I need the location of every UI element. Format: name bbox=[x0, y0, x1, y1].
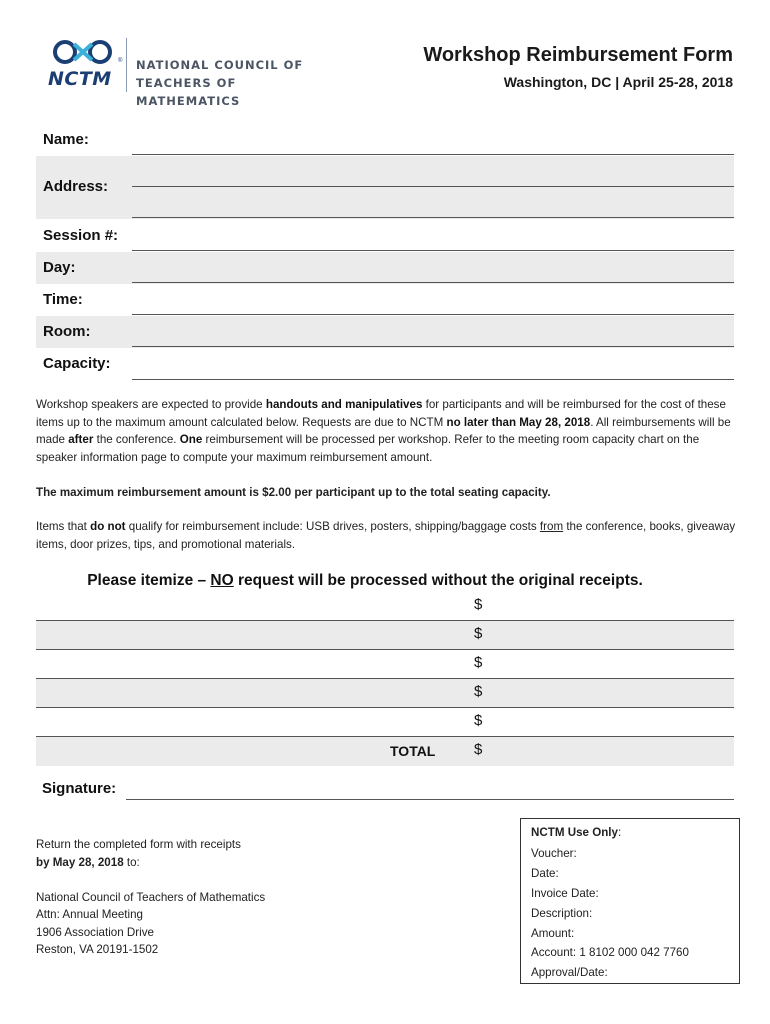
capacity-label: Capacity: bbox=[43, 355, 111, 372]
dollar-sign: $ bbox=[474, 654, 483, 671]
signature-field[interactable] bbox=[126, 799, 734, 800]
time-label: Time: bbox=[43, 291, 83, 308]
day-label: Day: bbox=[43, 259, 76, 276]
registered-icon: ® bbox=[118, 58, 123, 64]
invoice-date-label: Invoice Date: bbox=[531, 887, 599, 900]
form-subtitle: Washington, DC | April 25-28, 2018 bbox=[503, 74, 733, 90]
day-row bbox=[36, 252, 734, 284]
address-row bbox=[36, 156, 734, 219]
dollar-sign: $ bbox=[474, 683, 483, 700]
form-title: Workshop Reimbursement Form bbox=[423, 44, 733, 66]
total-row[interactable] bbox=[36, 737, 734, 766]
logo-divider bbox=[126, 38, 127, 92]
nctm-use-only-box bbox=[520, 818, 740, 984]
session-label: Session #: bbox=[43, 227, 119, 244]
signature-label: Signature: bbox=[42, 780, 117, 797]
dollar-sign: $ bbox=[474, 741, 483, 758]
date-label: Date: bbox=[531, 867, 559, 880]
logo-wordmark: NCTM bbox=[48, 68, 112, 90]
account-label: Account: 1 8102 000 042 7760 bbox=[531, 946, 689, 959]
name-label: Name: bbox=[43, 131, 89, 148]
address-line: 1906 Association Drive bbox=[36, 925, 154, 939]
address-field-line1[interactable] bbox=[132, 186, 734, 187]
day-field[interactable] bbox=[132, 282, 734, 283]
name-field[interactable] bbox=[132, 154, 734, 155]
dollar-sign: $ bbox=[474, 712, 483, 729]
room-label: Room: bbox=[43, 323, 91, 340]
capacity-row bbox=[36, 348, 734, 380]
time-row bbox=[36, 284, 734, 316]
address-label: Address: bbox=[43, 178, 109, 195]
approval-date-label: Approval/Date: bbox=[531, 966, 608, 979]
dollar-sign: $ bbox=[474, 625, 483, 642]
use-only-title: NCTM Use Only: bbox=[531, 826, 622, 839]
total-label: TOTAL bbox=[390, 743, 436, 759]
address-line: National Council of Teachers of Mathematics bbox=[36, 890, 266, 904]
itemize-heading: Please itemize – NO request will be processed without the original receipts. bbox=[87, 572, 643, 589]
return-instructions: Return the completed form with receipts by May 28, 2018 to: National Council of Teachers of Mathematics Attn: Annual Meeting 1906 Association Drive Reston, VA 20191-1502 bbox=[36, 836, 336, 959]
session-field[interactable] bbox=[132, 250, 734, 251]
max-reimbursement-note: The maximum reimbursement amount is $2.00 per participant up to the total seating capacity. bbox=[36, 486, 551, 499]
item-row-1[interactable] bbox=[36, 592, 734, 621]
time-field[interactable] bbox=[132, 314, 734, 315]
logo-org-name bbox=[136, 56, 328, 110]
non-qualifying-items-paragraph: Items that do not qualify for reimbursement include: USB drives, posters, shipping/baggage costs from the conference, books, giveaway items, door prizes, tips, and promotional materials. bbox=[36, 520, 736, 551]
item-row-3[interactable] bbox=[36, 650, 734, 679]
nctm-logo bbox=[48, 38, 328, 108]
address-line: Attn: Annual Meeting bbox=[36, 908, 143, 921]
address-field-line2[interactable] bbox=[132, 217, 734, 218]
room-row bbox=[36, 316, 734, 348]
item-row-5[interactable] bbox=[36, 708, 734, 737]
amount-label: Amount: bbox=[531, 927, 575, 940]
item-row-4[interactable] bbox=[36, 679, 734, 708]
dollar-sign: $ bbox=[474, 596, 483, 613]
voucher-label: Voucher: bbox=[531, 847, 577, 860]
capacity-field[interactable] bbox=[132, 379, 734, 380]
logo-org-line2: TEACHERS OF MATHEMATICS bbox=[136, 76, 241, 108]
instructions-paragraph: Workshop speakers are expected to provide handouts and manipulatives for participants and will be reimbursed for the cost of these items up to the maximum amount calculated below. Requests are due to NCTM no later than May 28, 2018. All reimbursements will be made after the conference. One reimbursement will be processed per workshop. Refer to the meeting room capacity chart on the speaker information page to compute your maximum reimbursement amount. bbox=[36, 398, 731, 464]
session-row bbox=[36, 220, 734, 252]
room-field[interactable] bbox=[132, 346, 734, 347]
name-row bbox=[36, 124, 734, 156]
description-label: Description: bbox=[531, 907, 593, 920]
address-line: Reston, VA 20191-1502 bbox=[36, 943, 159, 956]
logo-org-line1: NATIONAL COUNCIL OF bbox=[136, 58, 304, 72]
item-row-2[interactable] bbox=[36, 621, 734, 650]
